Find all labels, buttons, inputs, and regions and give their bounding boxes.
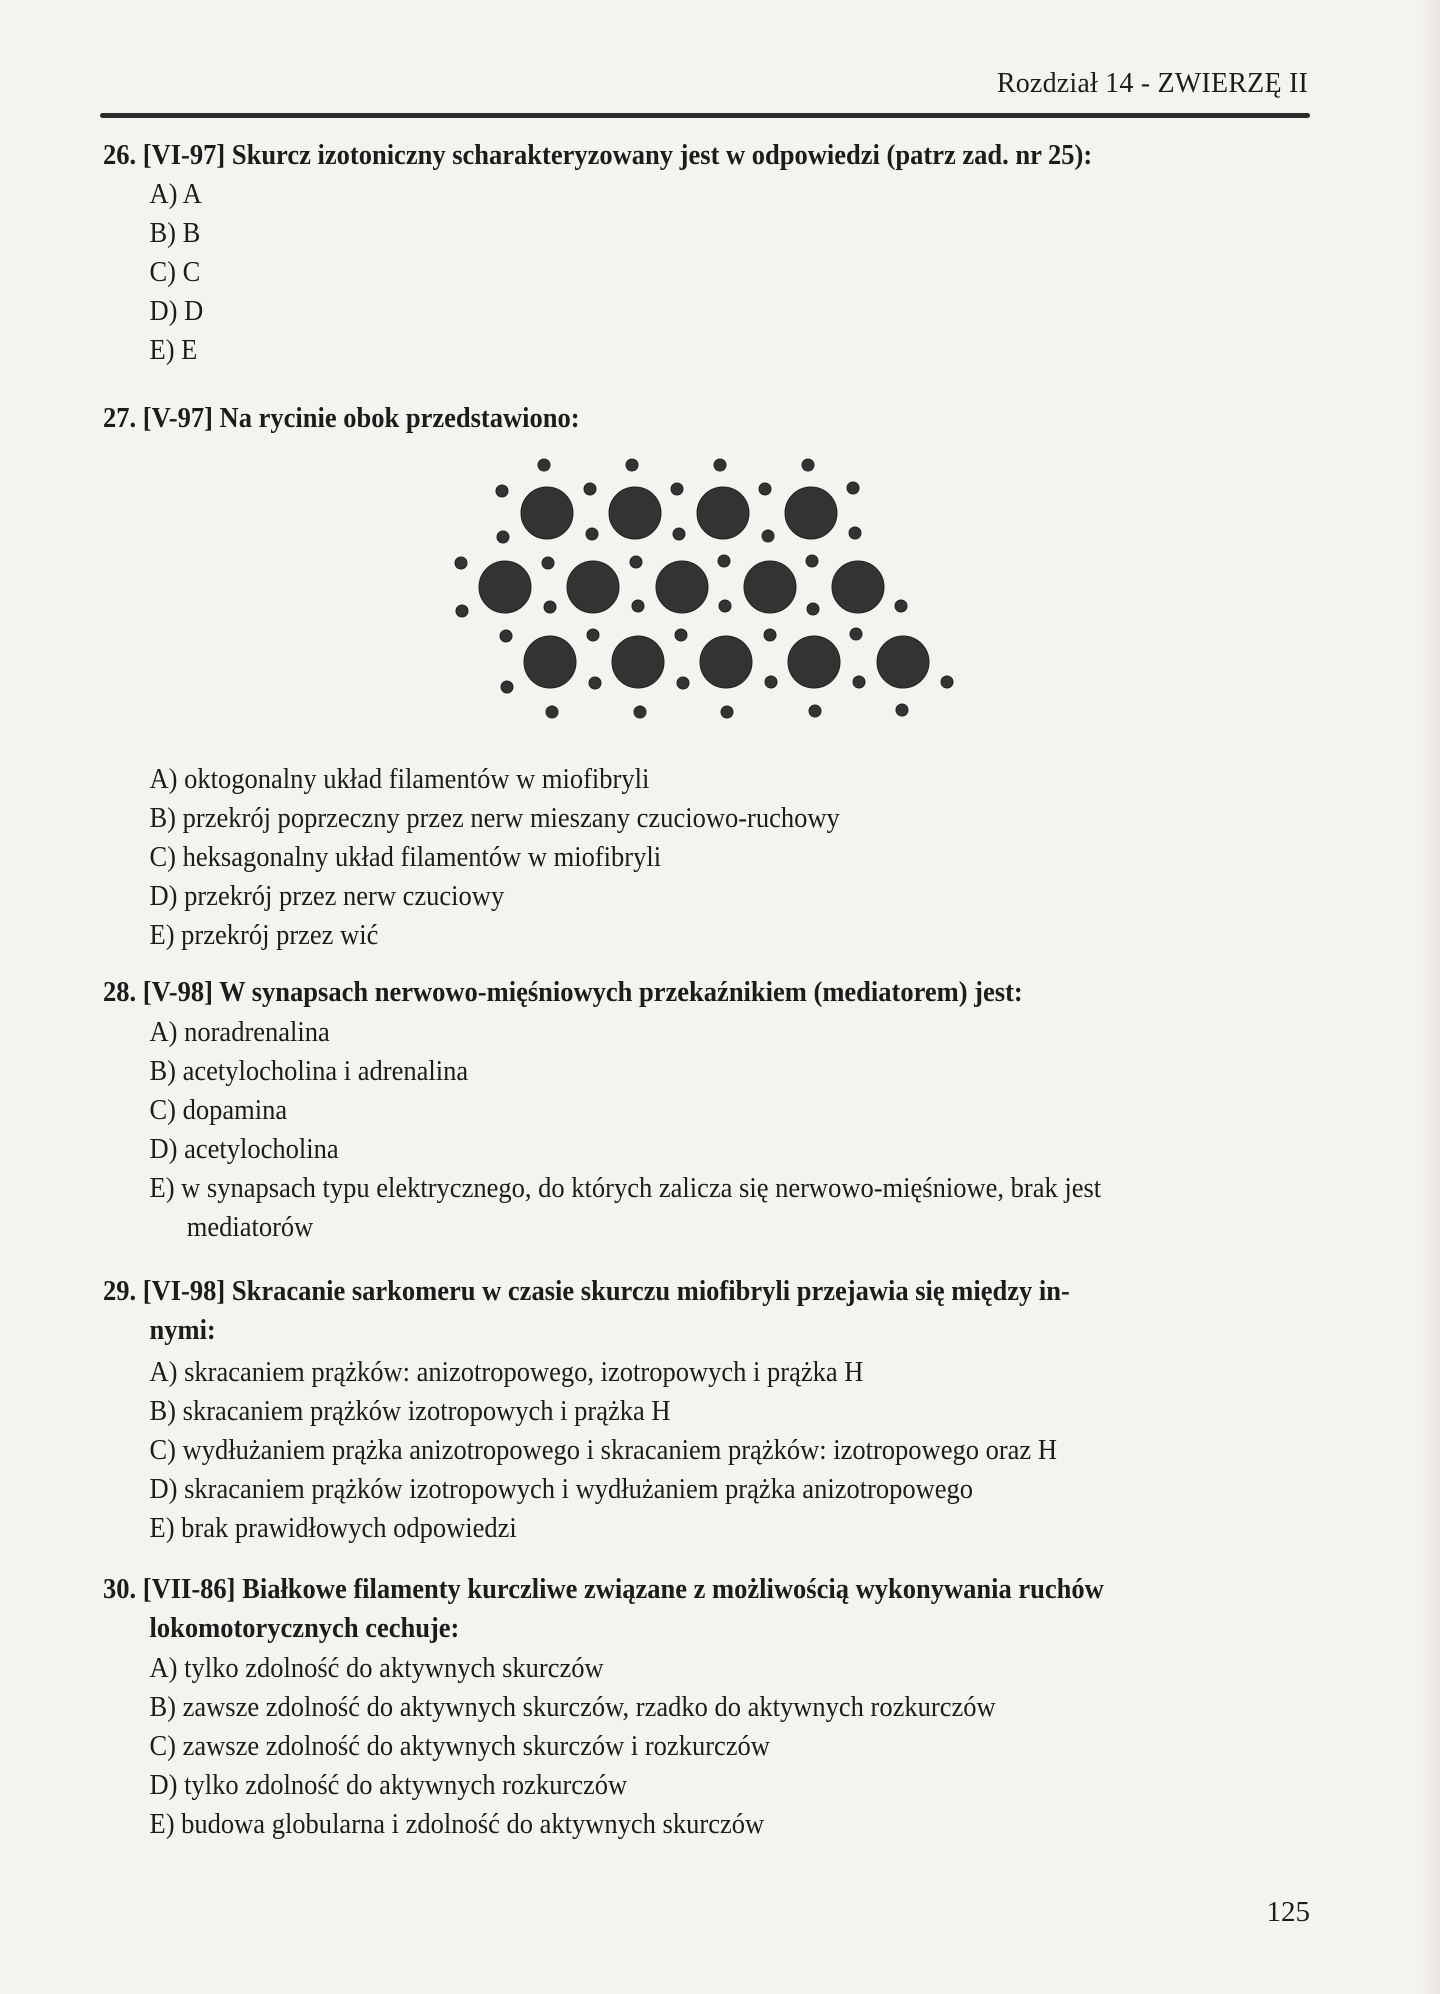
question-28 [103,973,1308,1247]
option-e: E) budowa globularna i zdolność do aktywnych skurczów [149,1809,765,1840]
option-b: B) acetylocholina i adrenalina [149,1056,469,1087]
page-number: 125 [1266,1896,1310,1928]
option-continuation: mediatorów [186,1212,314,1243]
filament-lattice-figure [440,440,960,730]
option-a: A) noradrenalina [149,1017,330,1048]
question-number: 29. [103,1276,137,1307]
option-e: E) przekrój przez wić [149,920,379,951]
question-stem [103,1570,1307,1648]
option-a: A) oktogonalny układ filamentów w miofibryli [149,764,650,795]
option-e: E) E [149,335,198,366]
question-text: Skracanie sarkomeru w czasie skurczu miofibryli przejawia się między in- [231,1276,1070,1307]
option-d: D) skracaniem prążków izotropowych i wydłużaniem prążka anizotropowego [149,1474,974,1505]
chapter-header: Rozdział 14 - ZWIERZĘ II [996,68,1308,99]
option-b: B) zawsze zdolność do aktywnych skurczów, rzadko do aktywnych rozkurczów [149,1692,996,1723]
header-divider [100,113,1310,118]
option-c: C) zawsze zdolność do aktywnych skurczów i rozkurczów [149,1731,770,1762]
option-c: C) dopamina [149,1095,288,1126]
question-code: [VI-98] [142,1276,226,1307]
question-code: [VI-97] [142,140,226,171]
option-b: B) skracaniem prążków izotropowych i prążka H [149,1396,671,1427]
option-b: B) przekrój poprzeczny przez nerw mieszany czuciowo-ruchowy [149,803,840,834]
answer-options [103,175,1308,370]
option-d: D) przekrój przez nerw czuciowy [149,881,505,912]
option-d: D) D [149,296,204,327]
question-stem [103,1272,1307,1350]
question-text-continuation: lokomotorycznych cechuje: [149,1613,460,1644]
question-number: 27. [103,403,137,434]
answer-options [103,1353,1308,1548]
question-number: 30. [103,1574,137,1605]
option-e: E) brak prawidłowych odpowiedzi [149,1513,517,1544]
page-edge-shadow [1420,0,1440,1994]
option-a: A) A [149,179,202,210]
question-29 [103,1272,1308,1548]
question-26 [103,136,1308,370]
question-text-continuation: nymi: [149,1315,216,1346]
question-text: Na rycinie obok przedstawiono: [219,403,580,434]
question-text: Białkowe filamenty kurczliwe związane z możliwością wykonywania ruchów [242,1574,1104,1605]
option-a: A) skracaniem prążków: anizotropowego, izotropowych i prążka H [149,1357,864,1388]
question-code: [V-98] [142,977,213,1008]
option-c: C) wydłużaniem prążka anizotropowego i skracaniem prążków: izotropowego oraz H [149,1435,1057,1466]
answer-options [103,1013,1308,1247]
question-27-options [103,760,1308,955]
option-d: D) acetylocholina [149,1134,339,1165]
option-a: A) tylko zdolność do aktywnych skurczów [149,1653,604,1684]
option-e: E) w synapsach typu elektrycznego, do których zalicza się nerwowo-mięśniowe, brak jest mediatorów [103,1169,1224,1247]
answer-options [103,1649,1308,1844]
question-27 [103,399,1308,438]
question-stem [103,973,1307,1012]
option-d: D) tylko zdolność do aktywnych rozkurczów [149,1770,628,1801]
question-text: Skurcz izotoniczny scharakteryzowany jest w odpowiedzi (patrz zad. nr 25): [231,140,1093,171]
answer-options [103,760,1308,955]
question-stem [103,399,1307,438]
option-b: B) B [149,218,201,249]
option-c: C) C [149,257,201,288]
question-stem [103,136,1307,175]
question-text: W synapsach nerwowo-mięśniowych przekaźnikiem (mediatorem) jest: [219,977,1023,1008]
question-code: [VII-86] [142,1574,236,1605]
question-number: 28. [103,977,137,1008]
question-30 [103,1570,1308,1844]
option-c: C) heksagonalny układ filamentów w miofibryli [149,842,662,873]
question-number: 26. [103,140,137,171]
question-code: [V-97] [142,403,213,434]
